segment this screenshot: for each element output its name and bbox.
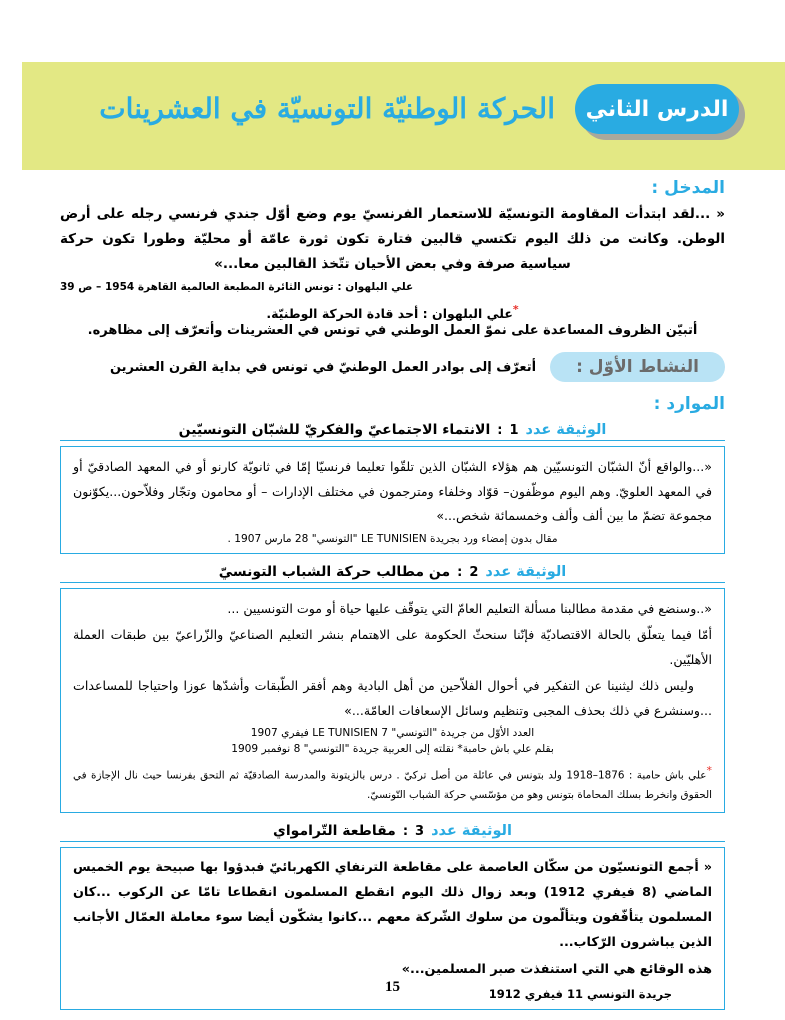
document-1-title: [60, 422, 725, 441]
header-band: [22, 62, 785, 170]
document-3-paragraph-2: هذه الوقائع هي التي استنفذت صبر المسلمين...»: [401, 962, 712, 978]
document-3-separator: :: [402, 824, 409, 840]
document-1-source: مقال بدون إمضاء ورد بجريدة LE TUNISIEN "التونسي" 28 مارس 1907 .: [227, 532, 558, 545]
activity-pill: النشاط الأوّل :: [550, 352, 725, 382]
document-1-label: الوثيقة عدد: [525, 422, 607, 439]
document-1-box: [60, 446, 725, 554]
lesson-pill-label: الدرس الثاني: [585, 96, 729, 122]
document-3-source: جريدة التونسي 11 فيفري 1912: [488, 987, 672, 1002]
intro-footnote: [60, 303, 725, 321]
lesson-title: الحركة الوطنيّة التونسيّة في العشرينات: [99, 92, 555, 125]
intro-quote: « ...لقد ابتدأت المقاومة التونسيّة للاستعمار الفرنسيّ يوم وضع أوّل جندي فرنسي رجله على أرض الوطن. وكانت من ذلك اليوم تكتسي قالبين فتارة تكون ثورة عامّة أو محليّة وطورا تكون حركة سياسية صرفة وفي بعض الأحيان تتّخذ القالبين معا...»: [60, 206, 725, 272]
page-content: [60, 178, 725, 1020]
lesson-pill: [575, 84, 745, 140]
document-2-separator: :: [457, 564, 463, 580]
document-2-title: [60, 564, 725, 583]
document-3-number: 3: [415, 824, 425, 840]
document-1: [60, 422, 725, 554]
document-2-paragraph-1: «..وسنضع في مقدمة مطالبنا مسألة التعليم العامّ التي يتوقّف عليها حياة أو موت التونسيين ...: [227, 600, 712, 616]
document-2-number: 2: [469, 564, 479, 580]
document-2: [60, 564, 725, 814]
intro-heading: المدخل :: [651, 178, 725, 198]
document-2-box: [60, 588, 725, 814]
document-3-title: [60, 823, 725, 842]
page-number: 15: [385, 979, 400, 995]
footnote-star-icon: *: [512, 302, 519, 316]
footnote-star-icon: *: [706, 764, 712, 778]
document-3-subject: مقاطعة التّرامواي: [273, 823, 396, 840]
document-2-paragraph-3: وليس ذلك ليثنينا عن التفكير في أحوال الفلاّحين من أهل البادية وهم أفقر الطّبقات وأشدّها عوزا واحتياجا للمساعدات ...وسنشرع في ذلك بحذف المجبى وتنظيم وسائل الإسعافات العامّة...»: [73, 678, 712, 718]
intro-objective: أتبيّن الظروف المساعدة على نموّ العمل الوطني في تونس في العشرينات وأتعرّف إلى مظاهره.: [87, 323, 698, 339]
document-1-subject: الانتماء الاجتماعيّ والفكريّ للشبّان التونسيّين: [178, 422, 491, 439]
activity-text: أتعرّف إلى بوادر العمل الوطنيّ في تونس في بداية القرن العشرين: [109, 359, 537, 375]
document-1-paragraph: «...والواقع أنّ الشبّان التونسيّين هم هؤلاء الشبّان الذين تلقّوا تعليما فرنسيّا إمّا في ثانويّة كارنو أو في المعهد الصادقيّ أو في المعهد العلويّ. وهم اليوم موظّفون– قوّاد وخلفاء ومترجمون في مختلف الإدارات – أو محامون وتجّار وفلاّحون...يكوّنون مجموعة تضمّ ما بين ألف وألف وخمسمائة شخص...»: [73, 459, 712, 524]
document-2-source-2: بقلم علي باش حامبة* نقلته إلى العربية جريدة "التونسي" 8 نوفمبر 1909: [231, 743, 554, 756]
document-1-number: 1: [509, 423, 519, 439]
document-2-footnote-text: علي باش حامبة : 1876–1918 ولد بتونس في عائلة من أصل تركيّ . درس بالزيتونة والمدرسة الصادقيّة ثم التحق بفرنسا حيث نال الإجازة في الحقوق وانخرط بسلك المحاماة بتونس وهو من مؤسّسي حركة الشباب التّونسيّ.: [73, 769, 712, 801]
document-2-footnote: [73, 761, 712, 804]
resources-heading: الموارد :: [653, 394, 725, 415]
activity-row: [60, 352, 725, 382]
intro-footnote-text: علي البلهوان : أحد قادة الحركة الوطنيّة.: [266, 306, 513, 322]
document-2-source-1: العدد الأوّل من جريدة "التونسي" LE TUNISIEN 7 فيفري 1907: [250, 727, 535, 740]
document-2-paragraph-2: أمّا فيما يتعلّق بالحالة الاقتصاديّة فإنّنا سنحثّ الحكومة على الاهتمام بنشر التعليم الصناعيّ والزّراعيّ بين طبقات العملة الأهليّين.: [73, 627, 712, 667]
lesson-pill-body: [575, 84, 739, 134]
document-1-separator: :: [497, 423, 503, 439]
intro-source: علي البلهوان : تونس الثائرة المطبعة العالمية القاهرة 1954 – ص 39: [60, 280, 414, 293]
document-3-paragraph-1: « أجمع التونسيّون من سكّان العاصمة على مقاطعة الترنفاي الكهربائيّ فبدؤوا بها صبيحة يوم الخميس الماضي (8 فيفري 1912) وبعد زوال ذلك اليوم انقطع المسلمون انقطاعا تامّا عن الركوب ...كان المسلمون يتأفّفون ويتألّمون من سلوك الشّركة معهم ...كانوا يشكّون أيضا سوء معاملة العمّال الأجانب الذين يباشرون الرّكاب...: [73, 860, 712, 951]
document-3-label: الوثيقة عدد: [431, 823, 512, 840]
document-2-subject: من مطالب حركة الشباب التونسيّ: [218, 563, 451, 580]
document-2-label: الوثيقة عدد: [485, 563, 567, 580]
